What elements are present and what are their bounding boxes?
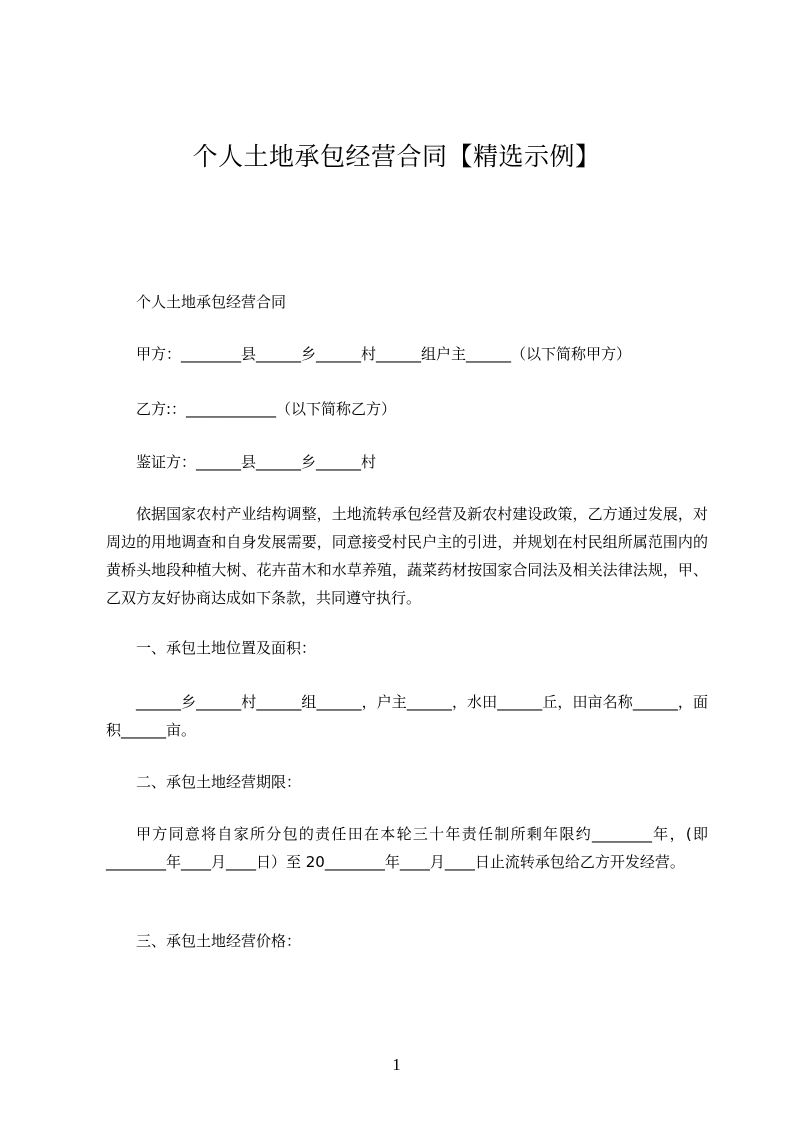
preamble-paragraph: 依据国家农村产业结构调整，土地流转承包经营及新农村建设政策，乙方通过发展，对周边的用地调查和自身发展需要，同意接受村民户主的引进，并规划在村民组所属范围内的黄桥头地段种植大树、花卉苗木和水草养殖，蔬菜药材按国家合同法及相关法律法规，甲、乙双方友好协商达成如下条款，共同遵守执行。 <box>106 505 708 607</box>
party-b-line: 乙方:：____________（以下简称乙方） <box>136 400 397 418</box>
section-2-heading: 二、承包土地经营期限： <box>136 773 302 791</box>
party-a-line: 甲方：________县______乡______村______组户主______（以下简称甲方） <box>136 345 632 363</box>
contract-subtitle: 个人土地承包经营合同 <box>136 293 287 311</box>
document-title: 个人土地承包经营合同【精选示例】 <box>192 142 601 171</box>
section-1-body: ______乡______村______组______，户主______，水田______丘，田亩名称______，面积______亩。 <box>106 693 708 739</box>
section-2-body: 甲方同意将自家所分包的责任田在本轮三十年责任制所剩年限约________年，(即________年____月____日）至 20________年____月____日止流转承包给乙方开发经营。 <box>106 825 708 871</box>
section-3-heading: 三、承包土地经营价格： <box>136 932 302 950</box>
page-number: 1 <box>392 1055 401 1074</box>
section-1-heading: 一、承包土地位置及面积： <box>136 639 317 657</box>
witness-line: 鉴证方：______县______乡______村 <box>136 453 377 471</box>
